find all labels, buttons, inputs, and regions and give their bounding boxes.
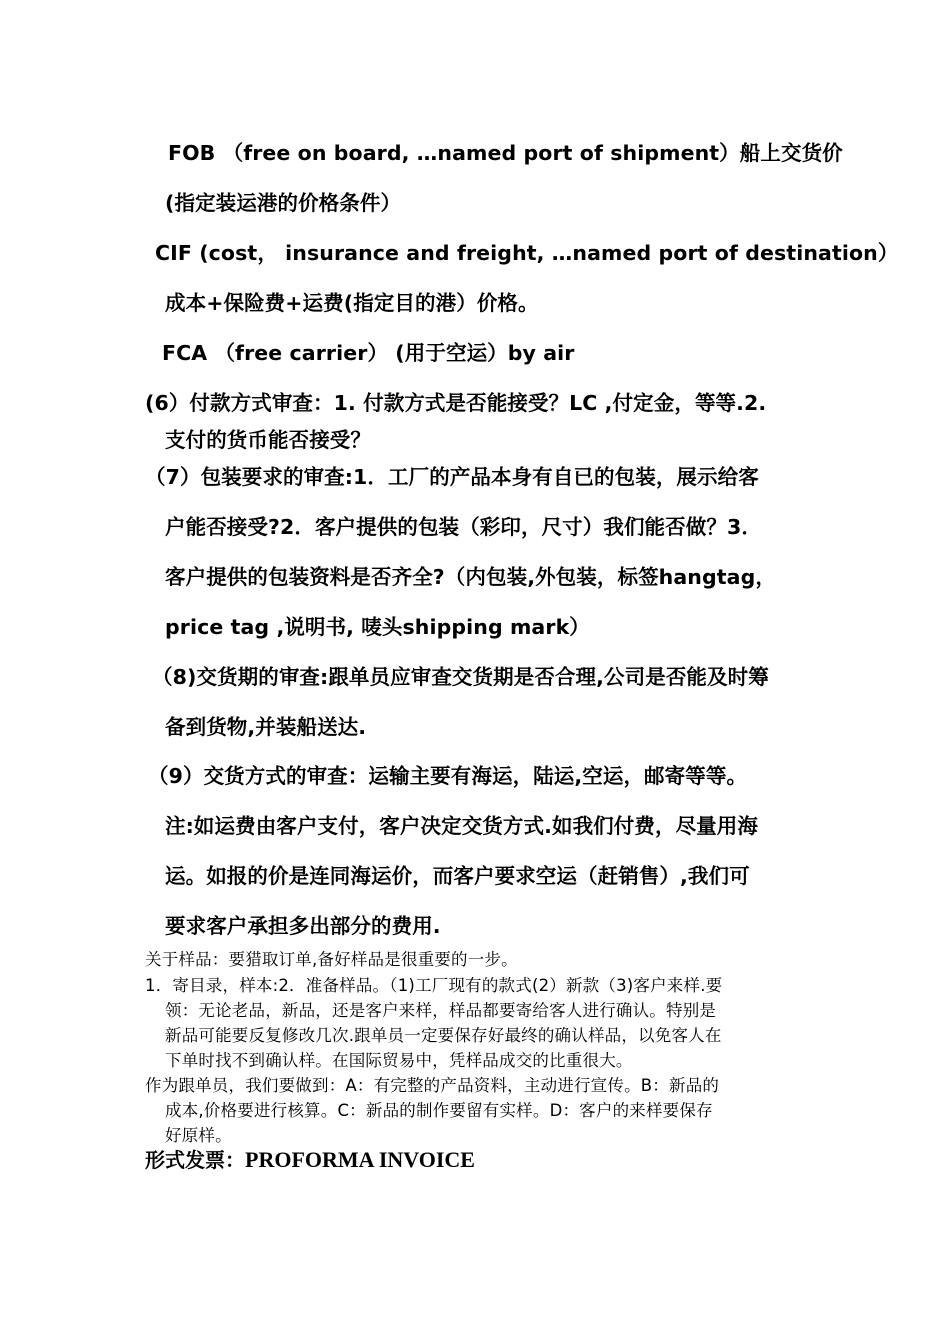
proforma-heading xyxy=(145,1144,475,1173)
samples-p1-line-4: 下单时找不到确认样。在国际贸易中，凭样品成交的比重很大。 xyxy=(165,1051,633,1070)
item9-line-4: 要求客户承担多出部分的费用. xyxy=(165,914,441,938)
fob-line-1: FOB （free on board, …named port of shipment）船上交货价 xyxy=(168,141,843,165)
item9-line-2: 注:如运费由客户支付，客户决定交货方式.如我们付费，尽量用海 xyxy=(165,814,758,838)
cif-line-1: CIF (cost， insurance and freight, …named port of destination） xyxy=(155,241,899,265)
samples-p1-line-3: 新品可能要反复修改几次.跟单员一定要保存好最终的确认样品，以免客人在 xyxy=(165,1026,722,1045)
item9-line-1: （9）交货方式的审查：运输主要有海运，陆运,空运，邮寄等等。 xyxy=(148,764,748,788)
fob-line-2: (指定装运港的价格条件） xyxy=(165,191,402,215)
item6-line-2: 支付的货币能否接受？ xyxy=(165,428,371,452)
proforma-title: PROFORMA INVOICE xyxy=(245,1147,475,1172)
samples-p2-line-3: 好原样。 xyxy=(165,1126,232,1145)
item8-line-1: （8)交货期的审查:跟单员应审查交货期是否合理,公司是否能及时筹 xyxy=(152,665,769,689)
samples-p1-line-1: 1．寄目录，样本:2．准备样品。（1)工厂现有的款式(2）新款（3)客户来样.要 xyxy=(145,976,723,995)
samples-p2-line-1: 作为跟单员，我们要做到：A：有完整的产品资料，主动进行宣传。B：新品的 xyxy=(145,1076,720,1095)
item8-line-2: 备到货物,并装船送达. xyxy=(165,715,367,739)
samples-p2-line-2: 成本,价格要进行核算。C：新品的制作要留有实样。D：客户的来样要保存 xyxy=(165,1101,713,1120)
samples-intro: 关于样品：要猎取订单,备好样品是很重要的一步。 xyxy=(145,950,518,969)
item7-line-2: 户能否接受?2．客户提供的包装（彩印，尺寸）我们能否做？3． xyxy=(165,515,762,539)
samples-p1-line-2: 领：无论老品，新品，还是客户来样，样品都要寄给客人进行确认。特别是 xyxy=(165,1001,717,1020)
item7-line-4: price tag ,说明书, 唛头shipping mark） xyxy=(165,615,590,639)
item7-line-1: （7）包装要求的审查:1．工厂的产品本身有自已的包装，展示给客 xyxy=(145,465,759,489)
item6-line-1: (6）付款方式审查：1. 付款方式是否能接受？LC ,付定金，等等.2. xyxy=(145,391,767,415)
fca-line: FCA （free carrier） (用于空运）by air xyxy=(162,341,575,365)
proforma-label: 形式发票： xyxy=(145,1148,245,1172)
item9-line-3: 运。如报的价是连同海运价，而客户要求空运（赶销售）,我们可 xyxy=(165,864,750,888)
item7-line-3: 客户提供的包装资料是否齐全?（内包装,外包装，标签hangtag， xyxy=(165,565,776,589)
cif-line-2: 成本+保险费+运费(指定目的港）价格。 xyxy=(165,291,539,315)
